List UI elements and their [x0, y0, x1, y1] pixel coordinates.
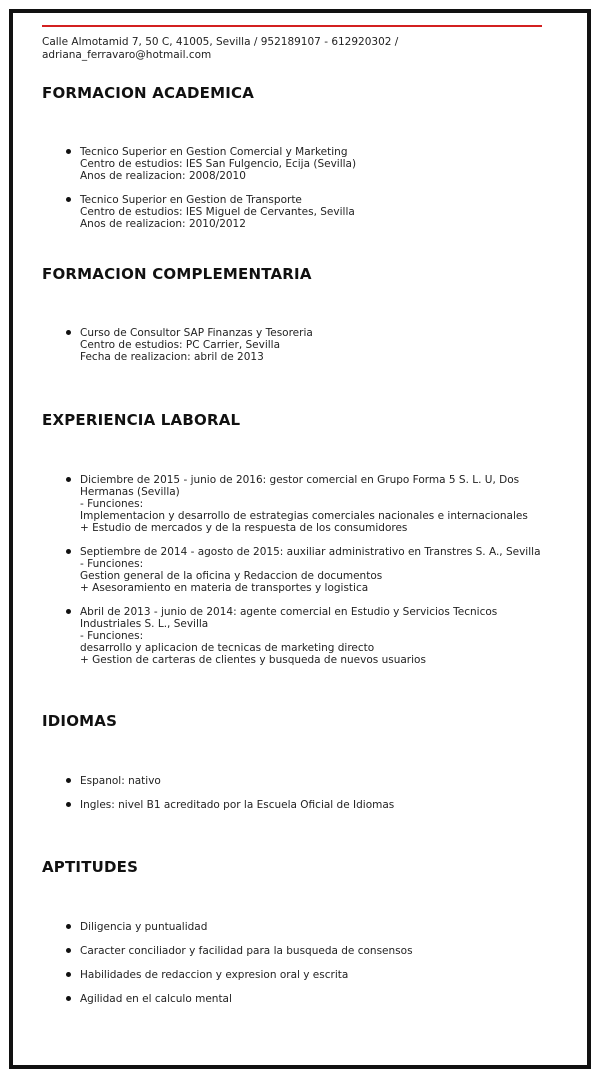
- item-line: Ingles: nivel B1 acreditado por la Escuela Oficial de Idiomas: [80, 799, 395, 811]
- item-line: Implementacion y desarrollo de estrategias comerciales nacionales e internacionales: [80, 510, 528, 522]
- bullet-icon: [66, 197, 71, 202]
- list-item: [42, 474, 562, 534]
- item-list: [42, 474, 562, 666]
- item-line: Septiembre de 2014 - agosto de 2015: auxiliar administrativo en Transtres S. A., Sevilla: [80, 546, 541, 558]
- item-line: Fecha de realizacion: abril de 2013: [80, 351, 264, 363]
- list-item: [42, 546, 562, 594]
- item-line: + Asesoramiento en materia de transportes y logistica: [80, 582, 369, 594]
- contact-address-phone: Calle Almotamid 7, 50 C, 41005, Sevilla / 952189107 - 612920302 /: [42, 36, 399, 48]
- item-line: Abril de 2013 - junio de 2014: agente comercial en Estudio y Servicios Tecnicos: [80, 606, 498, 618]
- item-line: Industriales S. L., Sevilla: [80, 618, 209, 630]
- item-line: desarrollo y aplicacion de tecnicas de marketing directo: [80, 642, 375, 654]
- bullet-icon: [66, 477, 71, 482]
- item-line: Centro de estudios: IES San Fulgencio, Ecija (Sevilla): [80, 158, 357, 170]
- item-list: [42, 327, 562, 363]
- item-line: - Funciones:: [80, 558, 144, 570]
- item-line: Anos de realizacion: 2008/2010: [80, 170, 246, 182]
- list-item: [42, 194, 562, 230]
- item-line: - Funciones:: [80, 630, 144, 642]
- item-line: + Estudio de mercados y de la respuesta de los consumidores: [80, 522, 408, 534]
- item-line: Diligencia y puntualidad: [80, 921, 208, 933]
- section-title: FORMACION COMPLEMENTARIA: [42, 265, 312, 283]
- list-item: [42, 799, 562, 811]
- item-line: Anos de realizacion: 2010/2012: [80, 218, 246, 230]
- list-item: [42, 945, 562, 957]
- list-item: [42, 921, 562, 933]
- section-title: IDIOMAS: [42, 712, 118, 730]
- item-list: [42, 921, 562, 1005]
- section-title: FORMACION ACADEMICA: [42, 84, 255, 102]
- section-formacion-academica: [42, 84, 562, 230]
- bullet-icon: [66, 996, 71, 1001]
- item-line: + Gestion de carteras de clientes y busqueda de nuevos usuarios: [80, 654, 426, 666]
- list-item: [42, 993, 562, 1005]
- section-idiomas: [42, 712, 562, 811]
- list-item: [42, 775, 562, 787]
- bullet-icon: [66, 778, 71, 783]
- bullet-icon: [66, 924, 71, 929]
- header-rule: [42, 25, 542, 27]
- item-line: Centro de estudios: IES Miguel de Cervantes, Sevilla: [80, 206, 355, 218]
- item-line: Hermanas (Sevilla): [80, 486, 180, 498]
- item-line: Centro de estudios: PC Carrier, Sevilla: [80, 339, 281, 351]
- list-item: [42, 606, 562, 666]
- list-item: [42, 327, 562, 363]
- item-list: [42, 775, 562, 811]
- item-line: Habilidades de redaccion y expresion oral y escrita: [80, 969, 349, 981]
- item-line: Espanol: nativo: [80, 775, 161, 787]
- section-aptitudes: [42, 858, 562, 1005]
- bullet-icon: [66, 972, 71, 977]
- section-title: EXPERIENCIA LABORAL: [42, 411, 241, 429]
- item-line: Tecnico Superior en Gestion de Transporte: [80, 194, 302, 206]
- contact-info: [42, 36, 542, 62]
- bullet-icon: [66, 609, 71, 614]
- section-formacion-complementaria: [42, 265, 562, 363]
- contact-email: adriana_ferravaro@hotmail.com: [42, 49, 212, 61]
- bullet-icon: [66, 802, 71, 807]
- item-list: [42, 146, 562, 230]
- item-line: - Funciones:: [80, 498, 144, 510]
- item-line: Tecnico Superior en Gestion Comercial y Marketing: [80, 146, 348, 158]
- item-line: Diciembre de 2015 - junio de 2016: gestor comercial en Grupo Forma 5 S. L. U, Dos: [80, 474, 520, 486]
- bullet-icon: [66, 549, 71, 554]
- list-item: [42, 146, 562, 182]
- item-line: Curso de Consultor SAP Finanzas y Tesoreria: [80, 327, 313, 339]
- bullet-icon: [66, 948, 71, 953]
- section-title: APTITUDES: [42, 858, 139, 876]
- item-line: Agilidad en el calculo mental: [80, 993, 232, 1005]
- item-line: Gestion general de la oficina y Redaccion de documentos: [80, 570, 383, 582]
- item-line: Caracter conciliador y facilidad para la busqueda de consensos: [80, 945, 413, 957]
- section-experiencia-laboral: [42, 411, 562, 666]
- list-item: [42, 969, 562, 981]
- bullet-icon: [66, 149, 71, 154]
- bullet-icon: [66, 330, 71, 335]
